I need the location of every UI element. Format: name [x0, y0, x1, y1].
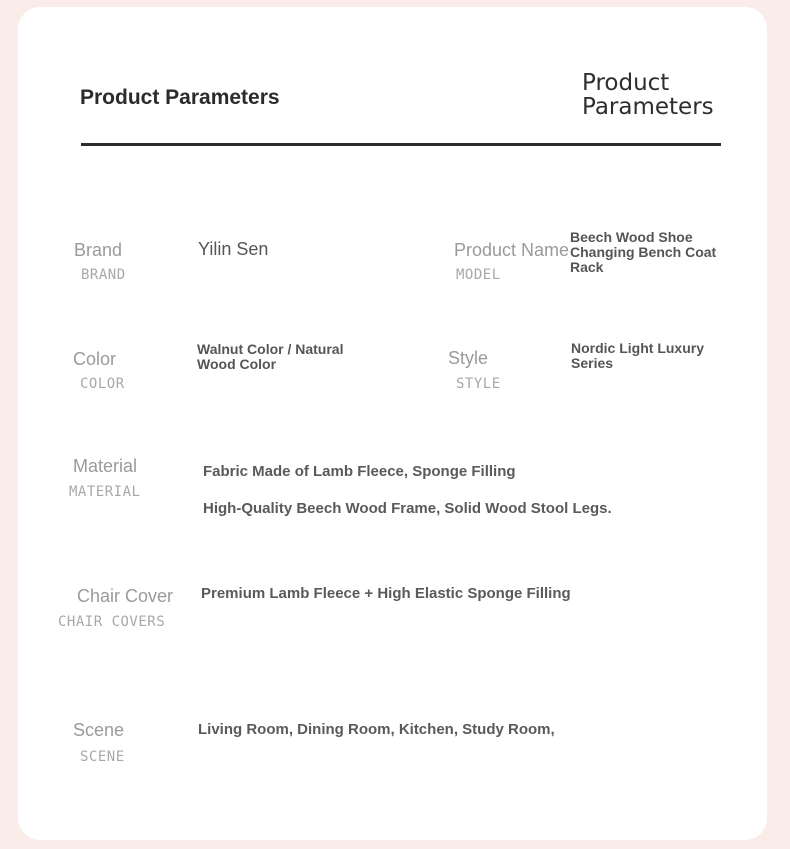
product-name-value: Beech Wood Shoe Changing Bench Coat Rack [570, 229, 717, 275]
style-label: Style [448, 348, 489, 368]
product-name-sublabel: MODEL [456, 267, 501, 283]
brand-value: Yilin Sen [198, 239, 269, 259]
material-sublabel: MATERIAL [69, 484, 141, 500]
product-name-label: Product Name [454, 240, 570, 260]
chair-cover-sublabel: CHAIR COVERS [58, 614, 166, 630]
scene-label: Scene [73, 720, 125, 740]
brand-label: Brand [74, 240, 123, 260]
style-value: Nordic Light Luxury Series [571, 340, 704, 371]
title-divider [81, 143, 721, 146]
style-sublabel: STYLE [456, 376, 501, 392]
scene-value: Living Room, Dining Room, Kitchen, Study Room, [198, 721, 555, 738]
page-title: Product Parameters [80, 86, 280, 109]
color-label: Color [73, 349, 117, 369]
material-value-line-1: Fabric Made of Lamb Fleece, Sponge Filling [203, 463, 516, 480]
parameters-card [18, 7, 767, 840]
material-label: Material [73, 456, 138, 476]
brand-sublabel: BRAND [81, 267, 126, 283]
color-value: Walnut Color / Natural Wood Color [197, 341, 344, 372]
color-sublabel: COLOR [80, 376, 125, 392]
chair-cover-value: Premium Lamb Fleece + High Elastic Sponge Filling [201, 585, 571, 602]
chair-cover-label: Chair Cover [77, 586, 174, 606]
material-value-line-2: High-Quality Beech Wood Frame, Solid Wood Stool Legs. [203, 500, 612, 517]
scene-sublabel: SCENE [80, 749, 125, 765]
page-title-right: Product Parameters [582, 70, 714, 120]
